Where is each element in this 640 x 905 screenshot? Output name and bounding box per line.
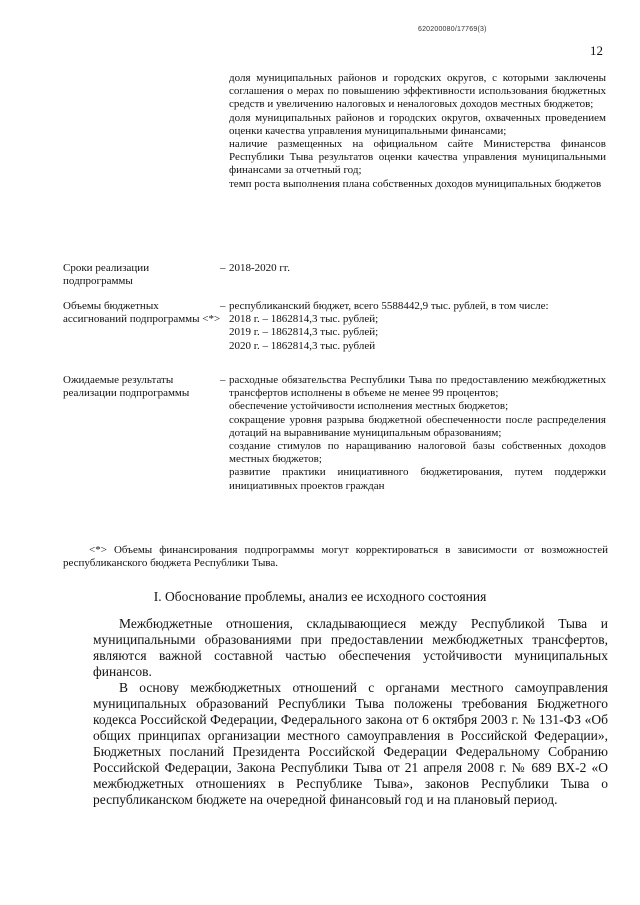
indicator-item: доля муниципальных районов и городских округов, с которыми заключены соглашения о мерах по повышению эффективности использования бюджетных средств и увеличению налоговых и неналоговых доходов местных бюджетов; [229, 72, 606, 111]
timeline-dash: – [220, 262, 226, 274]
timeline-label: Сроки реализации подпрограммы [63, 262, 150, 288]
budget-line: республиканский бюджет, всего 5588442,9 тыс. рублей, в том числе: [229, 300, 549, 312]
section-body [93, 616, 608, 808]
body-paragraph: В основу межбюджетных отношений с органами местного самоуправления муниципальных образований Республики Тыва положены требования Бюджетного кодекса Российской Федерации, Федерального закона от 6 октября 2003 г. № 131-ФЗ «Об общих принципах организации местного самоуправления в Российской Федерации», Бюджетных посланий Президента Российской Федерации Федеральному Собранию Российской Федерации, Закона Республики Тыва от 21 апреля 2008 г. № 689 ВХ-2 «О межбюджетных отношениях в Республике Тыва», законов Республики Тыва о республиканском бюджете на очередной финансовый год и на плановый период. [93, 680, 608, 807]
budget-dash: – [220, 300, 226, 312]
result-item: сокращение уровня разрыва бюджетной обеспеченности после распределения дотаций на выравнивание муниципальным образованиям; [229, 413, 606, 439]
footnote-text: <*> Объемы финансирования подпрограммы могут корректироваться в зависимости от возможностей республиканского бюджета Республики Тыва. [63, 544, 608, 570]
section-heading: I. Обоснование проблемы, анализ ее исходного состояния [153, 589, 487, 604]
results-list [229, 374, 606, 493]
indicator-item: доля муниципальных районов и городских округов, охваченных проведением оценки качества управления муниципальными финансами; [229, 111, 606, 137]
indicator-item: наличие размещенных на официальном сайте Министерства финансов Республики Тыва результатов оценки качества управления муниципальными финансами за отчетный год; [229, 138, 606, 177]
result-item: расходные обязательства Республики Тыва по предоставлению межбюджетных трансфертов исполнены в объеме не менее 99 процентов; [229, 374, 606, 400]
budget-line: 2018 г. – 1862814,3 тыс. рублей; [229, 313, 379, 326]
results-label: Ожидаемые результаты реализации подпрограммы [63, 374, 190, 400]
footnote [63, 544, 608, 570]
page-number: 12 [590, 43, 603, 58]
results-dash: – [220, 374, 226, 386]
timeline-value: 2018-2020 гг. [229, 262, 290, 274]
result-item: обеспечение устойчивости исполнения местных бюджетов; [229, 400, 509, 413]
budget-line: 2020 г. – 1862814,3 тыс. рублей [229, 339, 376, 352]
body-paragraph: Межбюджетные отношения, складывающиеся между Республикой Тыва и муниципальными образованиями при предоставлении межбюджетных трансфертов, являются важной составной частью обеспечения устойчивости муниципальных финансов. [93, 616, 608, 679]
result-item: развитие практики инициативного бюджетирования, путем поддержки инициативных проектов граждан [229, 466, 606, 492]
budget-values [229, 300, 606, 353]
indicators-block [229, 72, 606, 191]
indicator-item: темп роста выполнения плана собственных доходов муниципальных бюджетов [229, 177, 602, 190]
document-code: 620200080/17769(3) [418, 26, 487, 33]
result-item: создание стимулов по наращиванию налоговой базы собственных доходов местных бюджетов; [229, 440, 606, 466]
budget-label: Объемы бюджетных ассигнований подпрограммы <*> [63, 300, 221, 326]
budget-line: 2019 г. – 1862814,3 тыс. рублей; [229, 326, 379, 339]
